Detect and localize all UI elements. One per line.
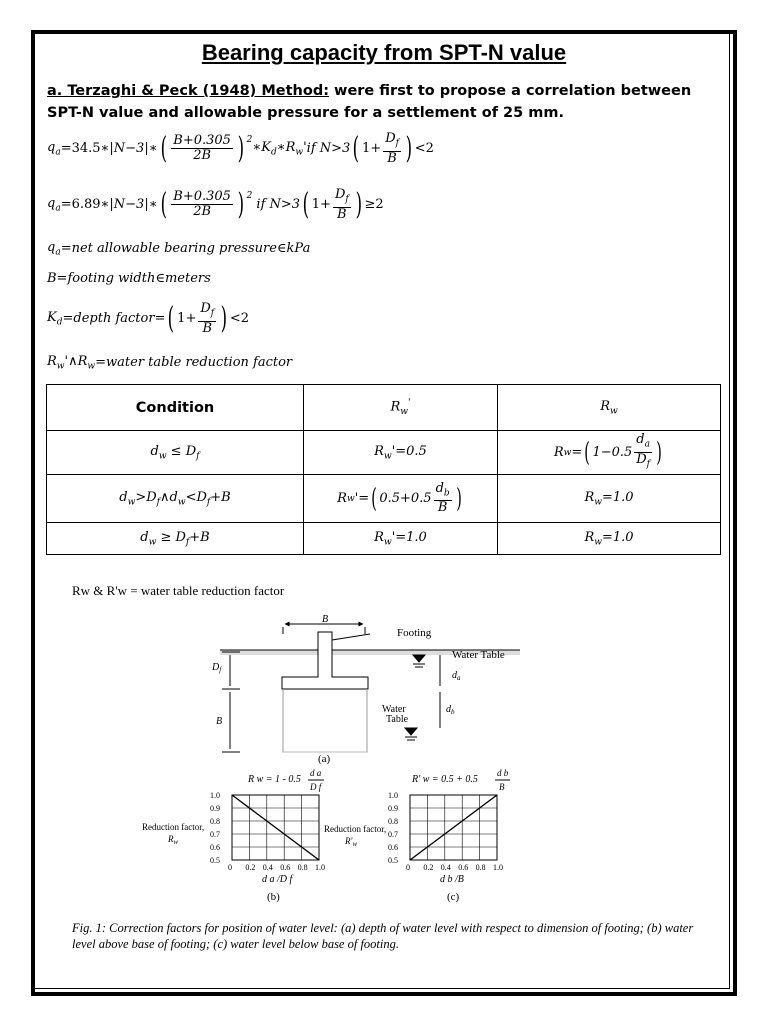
xlabel-c: d b /B [440, 874, 464, 885]
eq-c-label: R' w = 0.5 + 0.5 [412, 774, 478, 785]
svg-text:D f: D f [310, 782, 322, 792]
eq1-tail: $∗K_d∗R_w'$ [252, 140, 307, 158]
cond-cell: $d_w \ge D_f+B$ [47, 523, 304, 555]
rf-label-b: Reduction factor, [142, 822, 205, 832]
eq1-lhs: $q_a$ [47, 140, 61, 158]
panel-a-label: (a) [318, 753, 331, 765]
eq-b-label: R w = 1 - 0.5 [248, 774, 301, 785]
eq1-rel: <2 [414, 141, 434, 157]
y-tick-label: 0.6 [210, 843, 220, 852]
svg-text:d b: d b [497, 768, 509, 778]
b-top-label: B [322, 614, 329, 625]
rwp-cell: $R_w'=0.5$ [304, 431, 498, 475]
method-heading: a. Terzaghi & Peck (1948) Method: [47, 83, 329, 99]
cond-cell: $d_w>D_f\wedge d_w<D_f+B$ [47, 475, 304, 523]
svg-text:B: B [499, 782, 505, 792]
eq1-fraction: $\frac{B+0.305}{2B}$ [173, 133, 231, 164]
header-rw-prime: $R_w'$ [304, 385, 498, 431]
x-tick-label: 0.4 [262, 863, 273, 872]
y-tick-label: 1.0 [388, 791, 398, 800]
rwp-cell: $R_w'=1.0$ [304, 523, 498, 555]
x-tick-label: 0.8 [297, 863, 308, 872]
cond-cell: $d_w \le D_f$ [47, 431, 304, 475]
rw-cell: $R_w=1.0$ [498, 475, 721, 523]
eq2-fraction: $\frac{B+0.305}{2B}$ [173, 189, 231, 220]
reduction-line [410, 795, 497, 860]
eq1-coef: =34.5∗ [60, 141, 110, 157]
x-tick-label: 0 [406, 863, 410, 872]
y-tick-label: 0.8 [210, 817, 220, 826]
definition-rw: $R_w'\wedge R_w$ =water table reduction factor [47, 354, 293, 372]
reduction-line [232, 795, 319, 860]
rwp-cell: R w '= ( 0.5+0.5 $\frac{d_b}{B}$ ) [304, 475, 498, 523]
page-title: Bearing capacity from SPT-N value [201, 40, 567, 65]
y-tick-label: 0.9 [210, 804, 220, 813]
water-table-top-label: Water Table [452, 649, 505, 661]
x-tick-label: 0.4 [440, 863, 451, 872]
rw-cell: $R_w=1.0$ [498, 523, 721, 555]
eq1-abs: N−3 [113, 141, 145, 157]
x-tick-label: 1.0 [315, 863, 325, 872]
header-rw: $R_w$ [498, 385, 721, 431]
y-tick-label: 1.0 [210, 791, 220, 800]
y-tick-label: 0.7 [210, 830, 220, 839]
db-label: $d_b$ [446, 704, 455, 716]
y-tick-label: 0.5 [210, 856, 220, 865]
y-tick-label: 0.5 [388, 856, 398, 865]
definition-kd: $K_d$ =depth factor= ( 1+ $\frac{D_f}{B}$ ) <2 [47, 300, 250, 336]
equation-2: $q_a$ =6.89∗ | N−3 | ∗ ( $\frac{B+0.305}{2B}$ ) $^2$ if N>3 ( 1+ $\frac{D_f}{B}$ ) ≥2 [47, 186, 384, 222]
df-label: $D_f$ [212, 662, 222, 674]
rw-cell: R w = ( 1−0.5 $\frac{d_a}{D_f}$ ) [498, 431, 721, 475]
y-tick-label: 0.9 [388, 804, 398, 813]
eq1-df-fraction: $\frac{D_f}{B}$ [385, 131, 399, 166]
y-tick-label: 0.8 [388, 817, 398, 826]
x-tick-label: 1.0 [493, 863, 503, 872]
x-tick-label: 0.8 [475, 863, 486, 872]
header-condition: Condition [47, 385, 304, 431]
footing-diagram [220, 624, 520, 752]
figure-header: Rw & R'w = water table reduction factor [72, 583, 285, 598]
eq1-mid: ∗ [148, 141, 158, 157]
b-side-label: B [216, 716, 223, 727]
rf-label-c: Reduction factor, [324, 824, 387, 834]
x-tick-label: 0 [228, 863, 232, 872]
eq1-cond: if N>3 [306, 141, 351, 157]
water-table-bottom-label-1: Water [382, 704, 406, 715]
svg-text:d a: d a [310, 768, 322, 778]
chart-c [388, 791, 503, 872]
eq2-coef: =6.89∗ [60, 197, 110, 213]
water-table-bottom-label-2: Table [386, 714, 409, 725]
panel-b-label: (b) [267, 891, 280, 903]
footing-label: Footing [397, 627, 432, 639]
definition-qa: $q_a$ =net allowable bearing pressure∈kPa [47, 240, 311, 258]
y-tick-label: 0.6 [388, 843, 398, 852]
x-tick-label: 0.2 [245, 863, 256, 872]
definition-b: B=footing width∈meters [47, 271, 211, 286]
rf-sub-c: $R'_w$ [345, 836, 358, 848]
x-tick-label: 0.2 [423, 863, 434, 872]
equation-1: $q_a$ =34.5∗ | N−3 | ∗ ( $\frac{B+0.305}{2B}$ ) $^2$ $∗K_d∗R_w'$ if N>3 ( 1+ $\frac{D_f}{B}$ ) <2 [47, 130, 434, 166]
y-tick-label: 0.7 [388, 830, 398, 839]
xlabel-b: d a /D f [262, 874, 293, 885]
eq2-cond: if N>3 [256, 197, 301, 213]
eq2-rel: ≥2 [364, 197, 384, 213]
da-label: $d_a$ [452, 670, 461, 682]
intro-text: were first to propose a correlation between SPT-N value and allowable pressure for a settlement of 25 mm. [47, 83, 692, 121]
rf-sub-b: $R_w$ [168, 834, 179, 846]
panel-c-label: (c) [447, 891, 460, 903]
x-tick-label: 0.6 [458, 863, 469, 872]
chart-b [210, 791, 325, 872]
figure-caption: Fig. 1: Correction factors for position of water level: (a) depth of water level with respect to dimension of footing; (b) water level above base of footing; (c) water level below base of footing. [72, 921, 694, 951]
x-tick-label: 0.6 [280, 863, 291, 872]
